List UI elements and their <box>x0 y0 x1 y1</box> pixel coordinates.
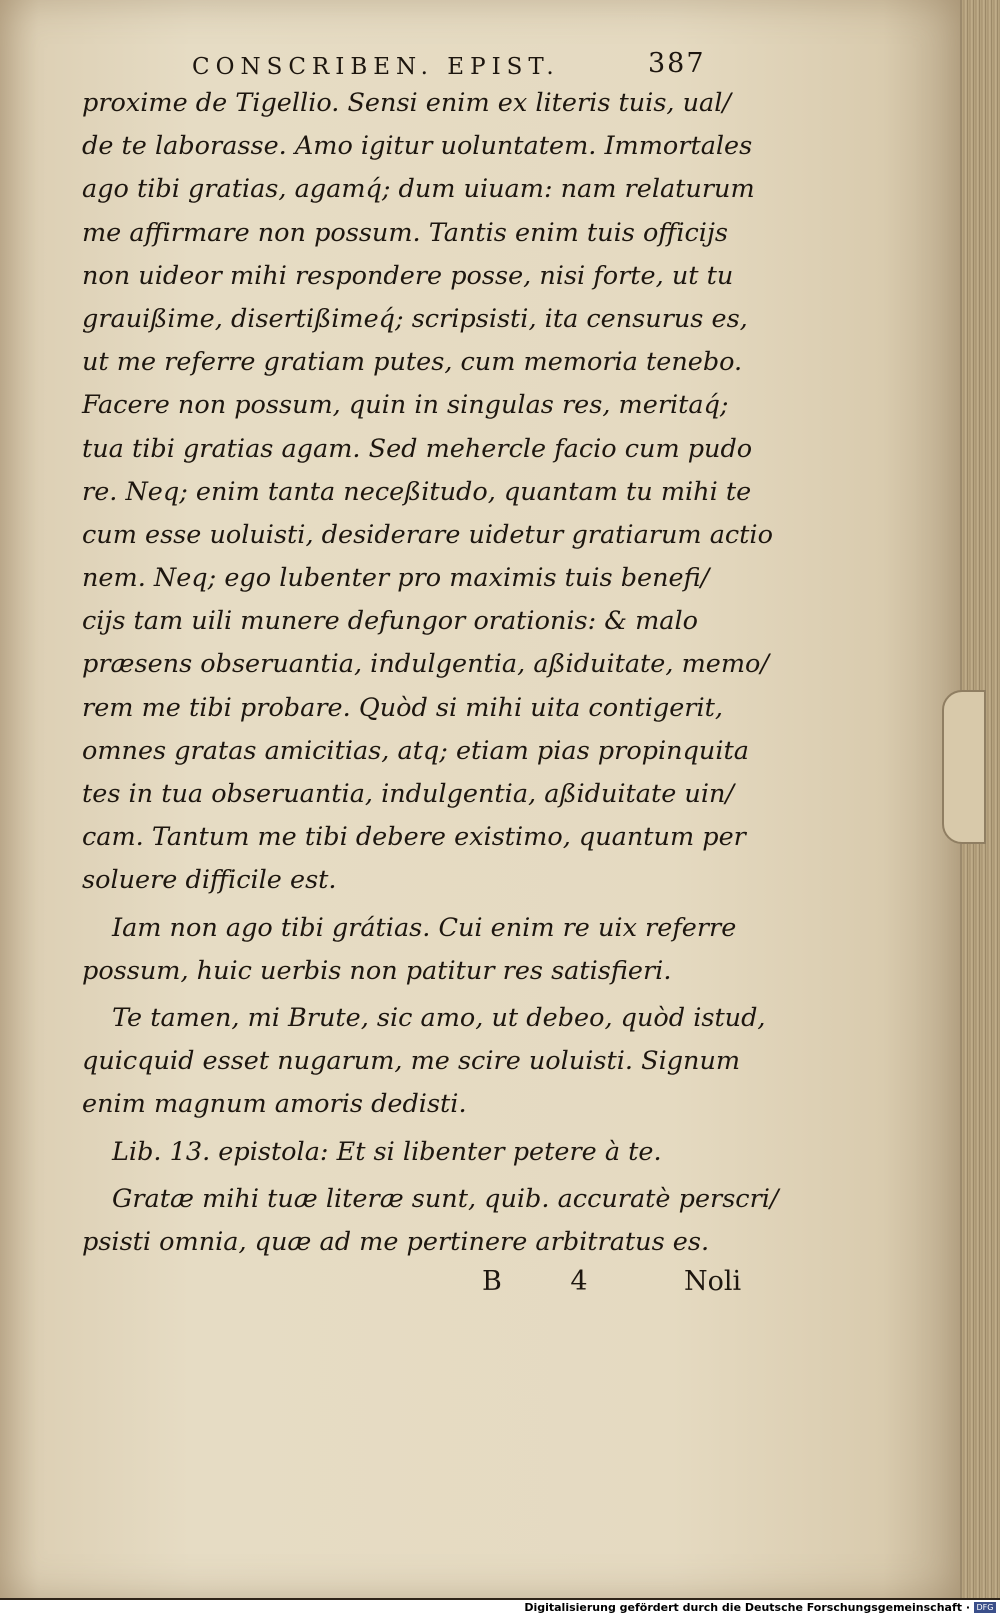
running-head <box>82 48 742 82</box>
text-line: me affirmare non possum. Tantis enim tuis officijs <box>82 217 728 248</box>
funding-credit: Digitalisierung gefördert durch die Deutsche Forschungsgemeinschaft · <box>524 1601 970 1614</box>
running-head-title: CONSCRIBEN. EPIST. <box>192 54 560 80</box>
text-line: Lib. 13. epistola: Et si libenter petere à te. <box>112 1136 662 1167</box>
text-line: Iam non ago tibi grátias. Cui enim re uix referre <box>112 912 737 943</box>
page-tab <box>942 690 986 844</box>
text-line: præsens obseruantia, indulgentia, aßiduitate, memo/ <box>82 649 770 680</box>
text-line: nem. Neq; ego lubenter pro maximis tuis benefi/ <box>82 563 710 594</box>
text-line: tua tibi gratias agam. Sed mehercle facio cum pudo <box>82 433 753 464</box>
text-block <box>82 48 779 1306</box>
text-line: Te tamen, mi Brute, sic amo, ut debeo, quòd istud, <box>112 1002 766 1033</box>
text-line: cam. Tantum me tibi debere existimo, quantum per <box>82 822 746 853</box>
text-line: enim magnum amoris dedisti. <box>82 1089 467 1120</box>
paragraph-3 <box>82 997 766 1127</box>
text-line: non uideor mihi respondere posse, nisi forte, ut tu <box>82 260 734 291</box>
text-line: proxime de Tigellio. Sensi enim ex literis tuis, ual/ <box>82 88 732 118</box>
paragraph-4 <box>82 1131 742 1174</box>
signature-line <box>82 1266 742 1306</box>
text-line: grauißime, disertißimeq́; scripsisti, ita censurus es, <box>82 303 748 334</box>
text-line: tes in tua obseruantia, indulgentia, aßiduitate uin/ <box>82 779 735 809</box>
text-line: Gratæ mihi tuæ literæ sunt, quib. accuratè perscri/ <box>112 1183 779 1214</box>
text-line: soluere difficile est. <box>82 865 337 896</box>
paragraph-1 <box>82 82 773 903</box>
text-line: cum esse uoluisti, desiderare uidetur gratiarum actio <box>82 519 773 550</box>
text-line: ago tibi gratias, agamq́; dum uiuam: nam relaturum <box>82 174 755 205</box>
text-line: psisti omnia, quæ ad me pertinere arbitratus es. <box>82 1226 710 1257</box>
text-line: cijs tam uili munere defungor orationis: & malo <box>82 606 698 637</box>
text-line: possum, huic uerbis non patitur res satisfieri. <box>82 955 672 986</box>
footer-bar <box>0 1600 1000 1616</box>
text-line: de te laborasse. Amo igitur uoluntatem. Immortales <box>82 131 753 162</box>
paragraph-2 <box>82 907 742 993</box>
text-line: quicquid esset nugarum, me scire uoluisti. Signum <box>82 1046 741 1077</box>
signature-mark: B 4 <box>482 1266 618 1298</box>
text-line: re. Neq; enim tanta neceßitudo, quantam tu mihi te <box>82 476 752 507</box>
text-line: ut me referre gratiam putes, cum memoria tenebo. <box>82 347 743 378</box>
paragraph-5 <box>82 1178 779 1264</box>
text-line: Facere non possum, quin in singulas res, meritaq́; <box>82 390 729 421</box>
dfg-logo: DFG <box>974 1602 996 1613</box>
text-line: omnes gratas amicitias, atq; etiam pias propinquita <box>82 735 749 766</box>
catchword: Noli <box>684 1266 742 1298</box>
page-number: 387 <box>648 48 706 79</box>
text-line: rem me tibi probare. Quòd si mihi uita contigerit, <box>82 692 723 723</box>
